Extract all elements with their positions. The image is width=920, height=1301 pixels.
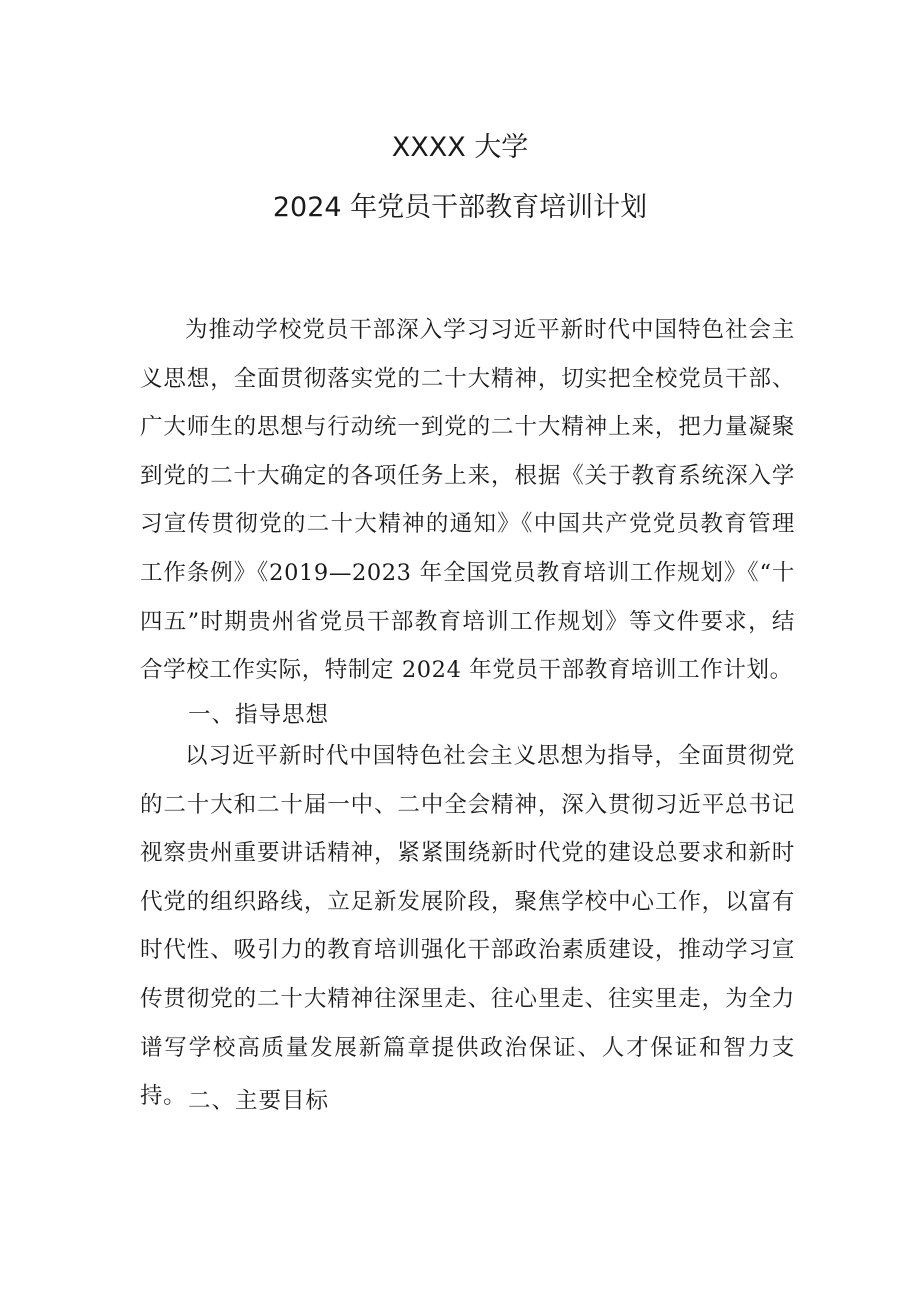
guiding-ideology-paragraph: 以习近平新时代中国特色社会主义思想为指导，全面贯彻党的二十大和二十届一中、二中全会精神，深入贯彻习近平总书记视察贵州重要讲话精神，紧紧围绕新时代党的建设总要求和新时代党的组织路线，立足新发展阶段，聚焦学校中心工作，以富有时代性、吸引力的教育培训强化干部政治素质建设，推动学习宣传贯彻党的二十大精神往深里走、往心里走、往实里走，为全力谱写学校高质量发展新篇章提供政治保证、人才保证和智力支持。: [140, 743, 795, 1110]
document-title: 2024 年党员干部教育培训计划: [272, 192, 648, 223]
document-title-institution: XXXX 大学: [391, 132, 529, 163]
section-heading-main-goals: 二、主要目标: [188, 1088, 330, 1114]
intro-paragraph: 为推动学校党员干部深入学习习近平新时代中国特色社会主义思想，全面贯彻落实党的二十大精神，切实把全校党员干部、广大师生的思想与行动统一到党的二十大精神上来，把力量凝聚到党的二十大确定的各项任务上来，根据《关于教育系统深入学习宣传贯彻党的二十大精神的通知》《中国共产党党员教育管理工作条例》《2019—2023 年全国党员教育培训工作规划》《“十四五”时期贵州省党员干部教育培训工作规划》等文件要求，结合学校工作实际，特制定 2024 年党员干部教育培训工作计划。: [140, 317, 795, 684]
section-heading-guiding-ideology: 一、指导思想: [188, 702, 330, 728]
